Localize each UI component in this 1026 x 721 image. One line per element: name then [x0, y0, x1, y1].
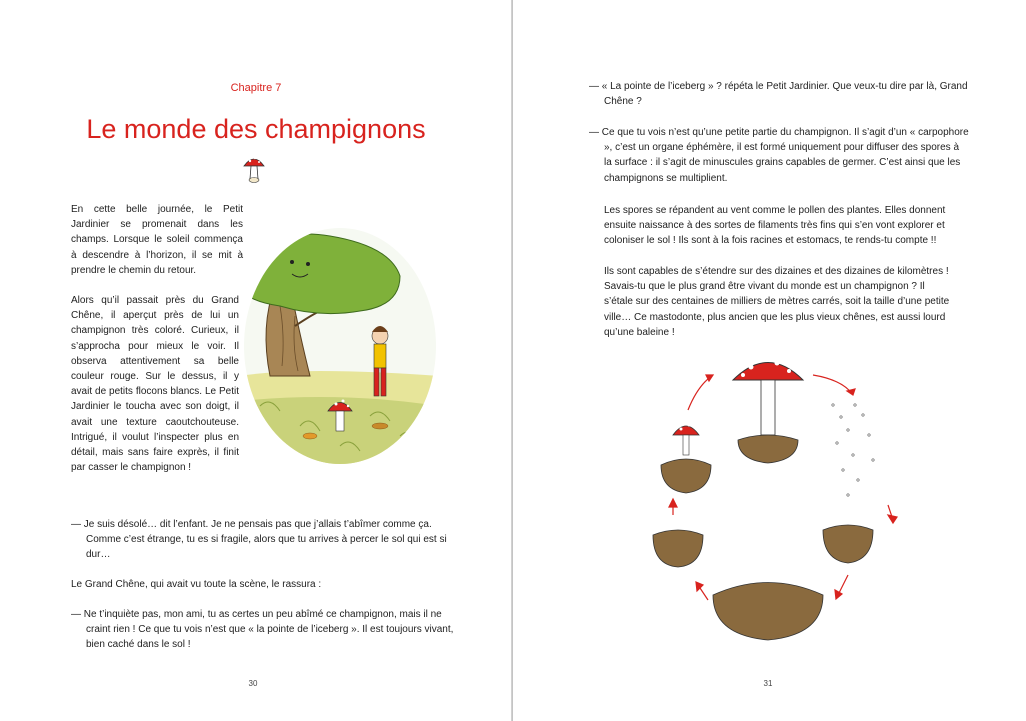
mushroom-lifecycle-diagram — [643, 345, 913, 645]
paragraph-1: Les spores se répandent au vent comme le pollen des plantes. Elles donnent ensuite naissance à des sortes de filaments très fins qui s’en vont explorer et coloniser le sol ! Ils sont à la fois racines et estomacs, te rends-tu compte !! — [604, 205, 946, 247]
right-page — [513, 0, 1025, 721]
large-mushroom — [733, 357, 803, 464]
page-number-left: 30 — [248, 679, 258, 688]
mushroom-icon — [240, 152, 268, 188]
chapter-label: Chapitre 7 — [230, 82, 282, 94]
oak-boy-illustration — [240, 226, 440, 466]
paragraph-2: Ils sont capables de s’étendre sur des dizaines et des dizaines de kilomètres ! Savais-tu que le plus grand être vivant du monde est un champignon ? Il s’étale sur des centaines de milliers de mètres carrés, soit la taille d’une petite ville… Ce mastodonte, plus ancien que les plus vieux chênes, est aussi lourd qu’une baleine ! — [604, 266, 950, 338]
paragraph-3: Le Grand Chêne, qui avait vu toute la scène, le rassura : — [71, 579, 322, 590]
paragraph-1: En cette belle journée, le Petit Jardinier se promenait dans les champs. Lorsque le soleil commença à descendre à l’horizon, il se mit à prendre le chemin du retour. — [71, 204, 243, 276]
paragraph-2: Alors qu’il passait près du Grand Chêne, il aperçut près de lui un champignon très coloré. Curieux, il s’approcha pour mieux le voir. Il observa attentivement sa belle couleur rouge. Sur le dessus, il y avait de petits flocons blancs. Le Petit Jardinier le toucha avec son doigt, il avait une texture caoutchouteuse. Intrigué, il voulut l’inspecter plus en détail, mais sans faire exprès, il finit par casser le champignon ! — [71, 295, 239, 474]
dialog-2: — Ce que tu vois n’est qu’une petite partie du champignon. Il s’agit d’un « carpophore », c’est un organe éphémère, il est formé uniquement pour diffuser des spores à la surface : il s’agit de minuscules grains capables de germer. C’est ainsi que les champignons se multiplient. — [589, 127, 969, 184]
dialog-2: — Ne t’inquiète pas, mon ami, tu as certes un peu abîmé ce champignon, mais il ne craint rien ! Ce que tu vois n’est que « la pointe de l’iceberg ». Il est toujours vivant, bien caché dans le sol ! — [71, 609, 454, 651]
chapter-title: Le monde des champignons — [86, 114, 426, 144]
dialog-1: — « La pointe de l’iceberg » ? répéta le Petit Jardinier. Que veux-tu dire par là, Grand Chêne ? — [589, 81, 968, 108]
spores — [832, 404, 874, 496]
cycle-arrows — [669, 375, 897, 600]
dialog-1: — Je suis désolé… dit l’enfant. Je ne pensais pas que j’allais t’abîmer comme ça. Comme c’est étrange, tu es si fragile, alors que tu arrives à percer le sol qui est si dur… — [71, 519, 447, 561]
small-mushroom — [661, 424, 711, 494]
left-page — [0, 0, 512, 721]
page-number-right: 31 — [763, 679, 773, 688]
